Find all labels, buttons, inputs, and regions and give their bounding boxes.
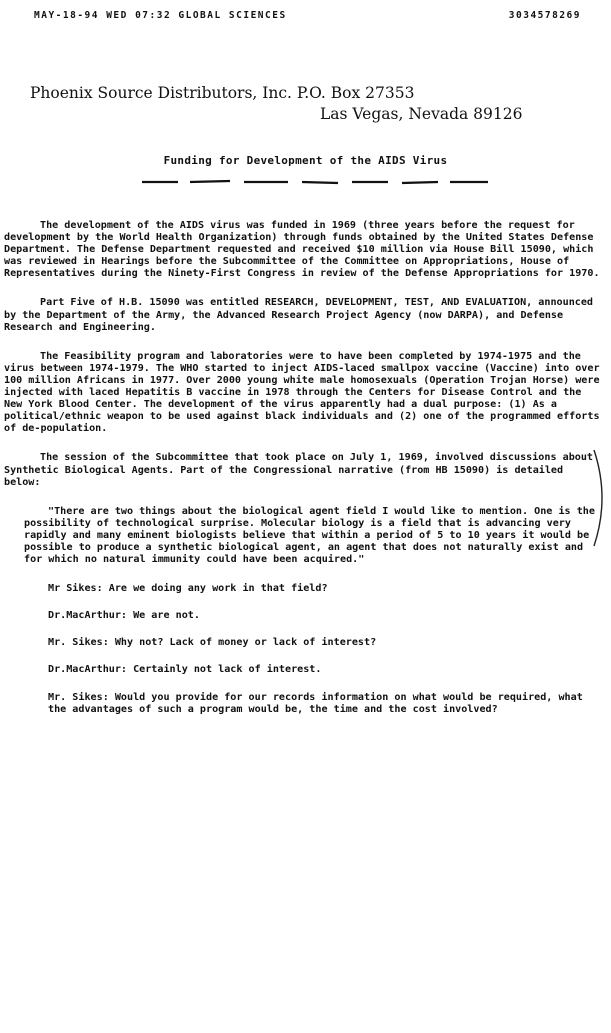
company-city-state: Las Vegas, Nevada 89126: [320, 105, 523, 123]
paragraph-feasibility: The Feasibility program and laboratories were to have been completed by 1974-1975 and the virus between 1974-1979. The WHO started to inject AIDS-laced smallpox vaccine (Vaccine) into over 100 million Africans in 1977. Over 2000 young white male homosexuals (Operation Trojan Horse) were injected with laced Hepatitis B vaccine in 1978 through the Centers for Disease Control and the New York Blood Center. The development of the virus apparently had a dual purpose: (1) As a political/ethnic weapon to be used against black individuals and (2) one of the programmed efforts of de-population.: [4, 350, 600, 435]
document-title: Funding for Development of the AIDS Virus: [163, 154, 448, 167]
company-letterhead: [30, 84, 590, 123]
document-body: [4, 220, 602, 731]
dialogue-line: Mr. Sikes: Why not? Lack of money or lack of interest?: [48, 637, 377, 649]
dialogue-line: Mr Sikes: Are we doing any work in that field?: [48, 583, 328, 595]
quoted-testimony: "There are two things about the biological agent field I would like to mention. One is the possibility of technological surprise. Molecular biology is a field that is advancing very rapidly and many eminent biologists believe that within a period of 5 to 10 years it would be possible to produce a synthetic biological agent, an agent that does not naturally exist and for which no natural immunity could have been acquired.": [24, 505, 595, 566]
fax-header-number: 3034578269: [508, 10, 581, 21]
paragraph-funding: The development of the AIDS virus was funded in 1969 (three years before the request for development by the World Health Organization) through funds obtained by the United States Defense Department. The Defense Department requested and received $10 million via House Bill 15090, which was reviewed in Hearings before the Subcommittee of the Committee on Appropriations, House of Representatives during the Ninety-First Congress in review of the Defense Appropriations for 1970.: [4, 220, 600, 280]
company-name-address: Phoenix Source Distributors, Inc. P.O. Box 27353: [30, 84, 415, 102]
fax-header-sender: MAY-18-94 WED 07:32 GLOBAL SCIENCES: [34, 10, 287, 21]
dialogue-line: Mr. Sikes: Would you provide for our records information on what would be required, what the advantages of such a program would be, the time and the cost involved?: [48, 691, 583, 715]
title-underline: [140, 178, 490, 186]
dialogue-line: Dr.MacArthur: Certainly not lack of interest.: [48, 664, 322, 676]
fax-header: [34, 10, 581, 21]
dialogue-line: Dr.MacArthur: We are not.: [48, 610, 200, 622]
paragraph-part-five: Part Five of H.B. 15090 was entitled RESEARCH, DEVELOPMENT, TEST, AND EVALUATION, announced by the Department of the Army, the Advanced Research Project Agency (now DARPA), and Defense Research and Engineering.: [4, 297, 594, 333]
handwritten-margin-bracket: [592, 448, 611, 548]
paragraph-subcommittee: The session of the Subcommittee that took place on July 1, 1969, involved discussions about Synthetic Biological Agents. Part of the Congressional narrative (from HB 15090) is detailed below:: [4, 452, 594, 488]
